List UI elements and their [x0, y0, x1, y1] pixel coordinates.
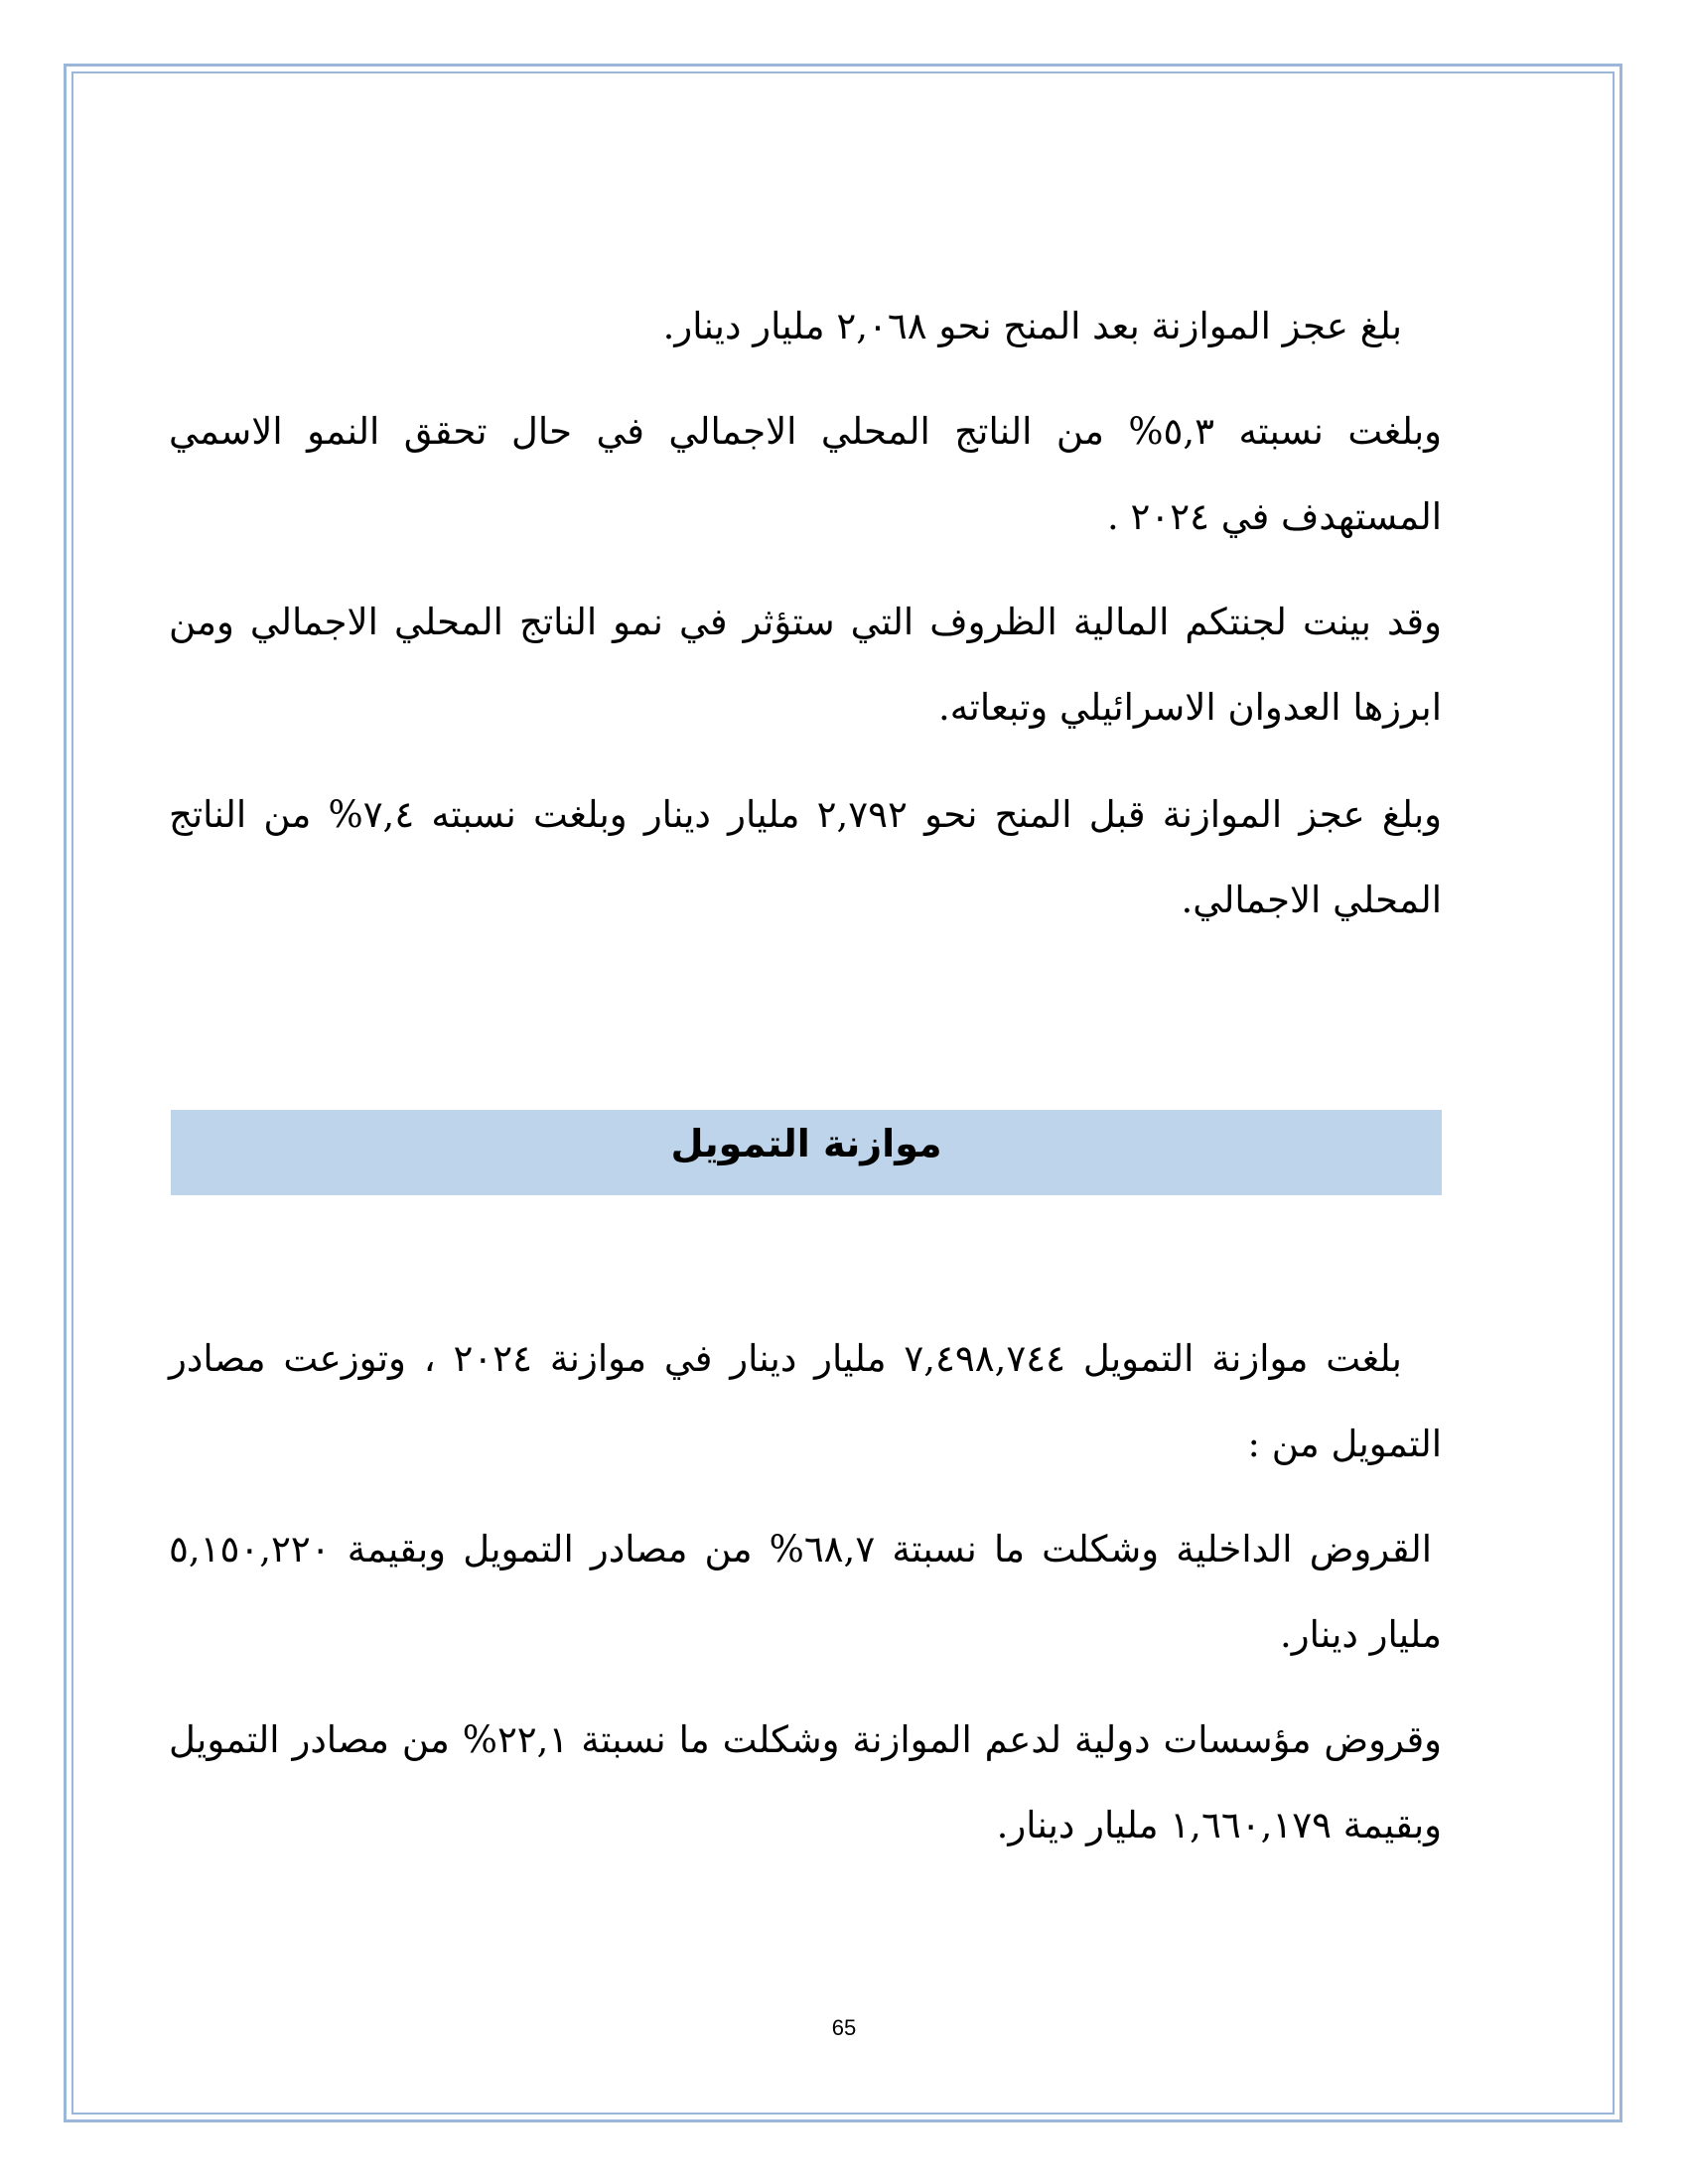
paragraph-committee-conditions: وقد بينت لجنتكم المالية الظروف التي ستؤثر في نمو الناتج المحلي الاجمالي ومن ابرزها العدوان الاسرائيلي وتبعاته. — [169, 601, 1442, 729]
paragraph-deficit-before-grants: وبلغ عجز الموازنة قبل المنح نحو ٢,٧٩٢ مليار دينار وبلغت نسبته ٧,٤% من الناتج المحلي الاجمالي. — [169, 793, 1442, 921]
paragraph-international-loans: وقروض مؤسسات دولية لدعم الموازنة وشكلت ما نسبتة ٢٢,١% من مصادر التمويل وبقيمة ١,٦٦٠,١٧٩ مليار دينار. — [169, 1718, 1442, 1846]
page-number: 65 — [831, 2015, 857, 2040]
section-heading-financing-budget: موازنة التمويل — [670, 1122, 942, 1165]
paragraph-domestic-loans: القروض الداخلية وشكلت ما نسبتة ٦٨,٧% من مصادر التمويل وبقيمة ٥,١٥٠,٢٢٠ مليار دينار. — [169, 1528, 1442, 1656]
section-heading-band — [171, 1110, 1442, 1195]
paragraph-financing-total: بلغت موازنة التمويل ٧,٤٩٨,٧٤٤ مليار دينار في موازنة ٢٠٢٤ ، وتوزعت مصادر التمويل من : — [169, 1337, 1442, 1465]
paragraph-deficit-after-grants: بلغ عجز الموازنة بعد المنح نحو ٢,٠٦٨ مليار دينار. — [662, 305, 1402, 347]
paragraph-deficit-ratio: وبلغت نسبته ٥,٣% من الناتج المحلي الاجمالي في حال تحقق النمو الاسمي المستهدف في ٢٠٢٤ . — [169, 410, 1442, 538]
